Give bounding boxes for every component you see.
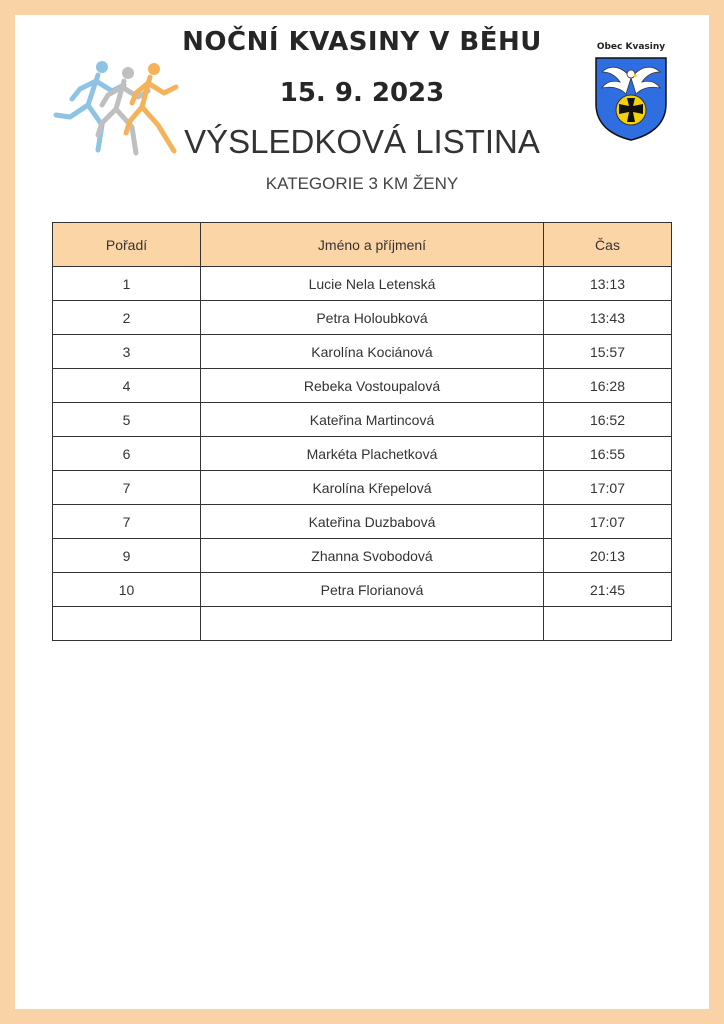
document-title: VÝSLEDKOVÁ LISTINA	[184, 123, 540, 160]
time-cell: 17:07	[544, 505, 672, 539]
rank-cell: 5	[53, 403, 201, 437]
rank-cell: 10	[53, 573, 201, 607]
rank-cell	[53, 607, 201, 641]
time-cell	[544, 607, 672, 641]
name-cell: Markéta Plachetková	[201, 437, 544, 471]
time-cell: 15:57	[544, 335, 672, 369]
table-header-row	[53, 223, 672, 267]
name-cell: Rebeka Vostoupalová	[201, 369, 544, 403]
rank-cell: 7	[53, 471, 201, 505]
rank-cell: 1	[53, 267, 201, 301]
name-cell	[201, 607, 544, 641]
name-cell: Petra Florianová	[201, 573, 544, 607]
time-cell: 17:07	[544, 471, 672, 505]
name-cell: Lucie Nela Letenská	[201, 267, 544, 301]
table-row	[53, 403, 672, 437]
crest-label: Obec Kvasiny	[596, 42, 666, 52]
table-row-empty	[53, 607, 672, 641]
table-row	[53, 539, 672, 573]
time-cell: 13:13	[544, 267, 672, 301]
rank-cell: 6	[53, 437, 201, 471]
table-row	[53, 267, 672, 301]
header-rank: Pořadí	[53, 223, 201, 267]
time-cell: 16:28	[544, 369, 672, 403]
header-name: Jméno a příjmení	[201, 223, 544, 267]
rank-cell: 4	[53, 369, 201, 403]
table-row	[53, 471, 672, 505]
table-row	[53, 369, 672, 403]
results-table	[52, 222, 672, 641]
rank-cell: 7	[53, 505, 201, 539]
event-title: NOČNÍ KVASINY V BĚHU	[182, 27, 542, 57]
coat-of-arms-icon	[594, 56, 668, 142]
name-cell: Karolína Kociánová	[201, 335, 544, 369]
rank-cell: 3	[53, 335, 201, 369]
time-cell: 20:13	[544, 539, 672, 573]
table-row	[53, 573, 672, 607]
time-cell: 21:45	[544, 573, 672, 607]
table-row	[53, 437, 672, 471]
header-time: Čas	[544, 223, 672, 267]
category-subtitle: KATEGORIE 3 KM ŽENY	[265, 174, 459, 193]
time-cell: 13:43	[544, 301, 672, 335]
rank-cell: 2	[53, 301, 201, 335]
rank-cell: 9	[53, 539, 201, 573]
event-date: 15. 9. 2023	[279, 78, 445, 108]
name-cell: Kateřina Martincová	[201, 403, 544, 437]
name-cell: Kateřina Duzbabová	[201, 505, 544, 539]
time-cell: 16:55	[544, 437, 672, 471]
table-row	[53, 505, 672, 539]
name-cell: Petra Holoubková	[201, 301, 544, 335]
name-cell: Zhanna Svobodová	[201, 539, 544, 573]
table-row	[53, 301, 672, 335]
time-cell: 16:52	[544, 403, 672, 437]
name-cell: Karolína Křepelová	[201, 471, 544, 505]
table-row	[53, 335, 672, 369]
